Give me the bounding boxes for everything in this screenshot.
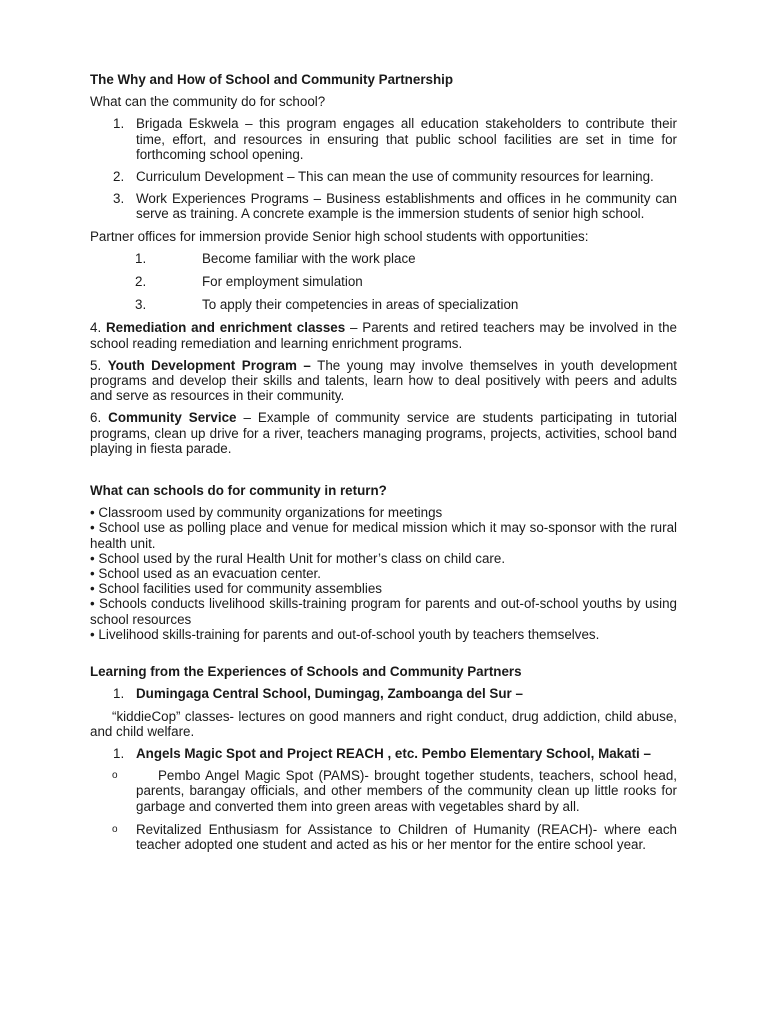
list-item — [90, 191, 677, 221]
partner-intro: Partner offices for immersion provide Senior high school students with opportunities: — [90, 228, 589, 244]
list-item — [90, 169, 677, 184]
section3-heading: Learning from the Experiences of Schools and Community Partners — [90, 664, 522, 680]
item-text: Work Experiences Programs – Business establishments and offices in he community can serve as training. A concrete example is the immersion students of senior high school. — [136, 191, 677, 222]
school-description: “kiddieCop” classes- lectures on good manners and right conduct, drug addiction, child abuse, and child welfare. — [90, 708, 677, 739]
bullet-item: • Classroom used by community organizations for meetings — [90, 505, 443, 521]
item-number: 1. — [113, 686, 125, 702]
item-text: Brigada Eskwela – this program engages all education stakeholders to contribute their time, effort, and resources in ensuring that public school facilities are set in time for forthcoming school opening. — [136, 116, 677, 162]
item-text: To apply their competencies in areas of specialization — [202, 297, 519, 313]
item-bold: Youth Development Program – — [107, 357, 311, 373]
document-page — [90, 72, 677, 860]
item-text: Become familiar with the work place — [202, 250, 416, 266]
item-number: 6. — [90, 410, 102, 426]
circle-bullet-icon: o — [112, 823, 118, 835]
school-name: Dumingaga Central School, Dumingag, Zamboanga del Sur – — [136, 686, 523, 702]
item-number: 1. — [113, 745, 125, 761]
section2-heading: What can schools do for community in return? — [90, 483, 387, 499]
item-text: – Parents and retired teachers may be involved in the school reading remediation and learning enrichment programs. — [90, 320, 677, 351]
bullet-item: • Livelihood skills-training for parents and out-of-school youth by teachers themselves. — [90, 626, 600, 642]
item-text: For employment simulation — [202, 274, 363, 290]
bullet-item: • School used by the rural Health Unit for mother’s class on child care. — [90, 550, 506, 566]
item-number: 2. — [113, 169, 125, 185]
item-text: Revitalized Enthusiasm for Assistance to Children of Humanity (REACH)- where each teacher adopted one student and acted as his or her mentor for the entire school year. — [136, 821, 677, 852]
list-item — [90, 116, 677, 162]
item-number: 2. — [135, 274, 147, 290]
school-name: Angels Magic Spot and Project REACH , etc. Pembo Elementary School, Makati – — [136, 745, 651, 761]
item-number: 4. — [90, 320, 102, 336]
item-number: 1. — [113, 116, 125, 132]
bullet-item: • School use as polling place and venue for medical mission which it may so-sponsor with the rural health unit. — [90, 520, 677, 551]
bullet-item: • Schools conducts livelihood skills-training program for parents and out-of-school youths by using school resources — [90, 596, 677, 627]
bullet-list — [90, 505, 677, 642]
item-text: The young may involve themselves in youth development programs and develop their skills and talents, learn how to deal positively with peers and adults and serve as resources in their community. — [90, 357, 677, 404]
opportunity-item — [90, 274, 677, 289]
document-title: The Why and How of School and Community Partnership — [90, 72, 454, 87]
opportunity-item — [90, 297, 677, 312]
item-bold: Remediation and enrichment classes — [106, 320, 346, 336]
item-text: – Example of community service are students participating in tutorial programs, clean up drive for a river, teachers managing programs, projects, activities, school band playing in fiesta parade. — [90, 410, 677, 456]
sub-bullet-item — [90, 768, 677, 814]
item-number: 3. — [135, 297, 147, 313]
item-number: 3. — [113, 191, 125, 207]
list-item — [90, 410, 677, 456]
list-item — [90, 320, 677, 350]
item-text: Curriculum Development – This can mean the use of community resources for learning. — [136, 169, 654, 185]
opportunity-item — [90, 251, 677, 266]
school-item — [90, 746, 677, 761]
circle-bullet-icon: o — [112, 770, 118, 782]
item-number: 5. — [90, 357, 102, 373]
bullet-item: • School used as an evacuation center. — [90, 566, 321, 582]
list-item — [90, 358, 677, 404]
item-bold: Community Service — [108, 410, 237, 426]
item-number: 1. — [135, 250, 147, 266]
section1-question: What can the community do for school? — [90, 94, 326, 110]
item-text: Pembo Angel Magic Spot (PAMS)- brought together students, teachers, school head, parents, barangay officials, and other members of the community clean up little rooks for garbage and converted them into green areas with vegetables shard by all. — [136, 768, 677, 814]
bullet-item: • School facilities used for community assemblies — [90, 581, 382, 597]
school-item — [90, 686, 677, 701]
sub-bullet-item — [90, 822, 677, 852]
